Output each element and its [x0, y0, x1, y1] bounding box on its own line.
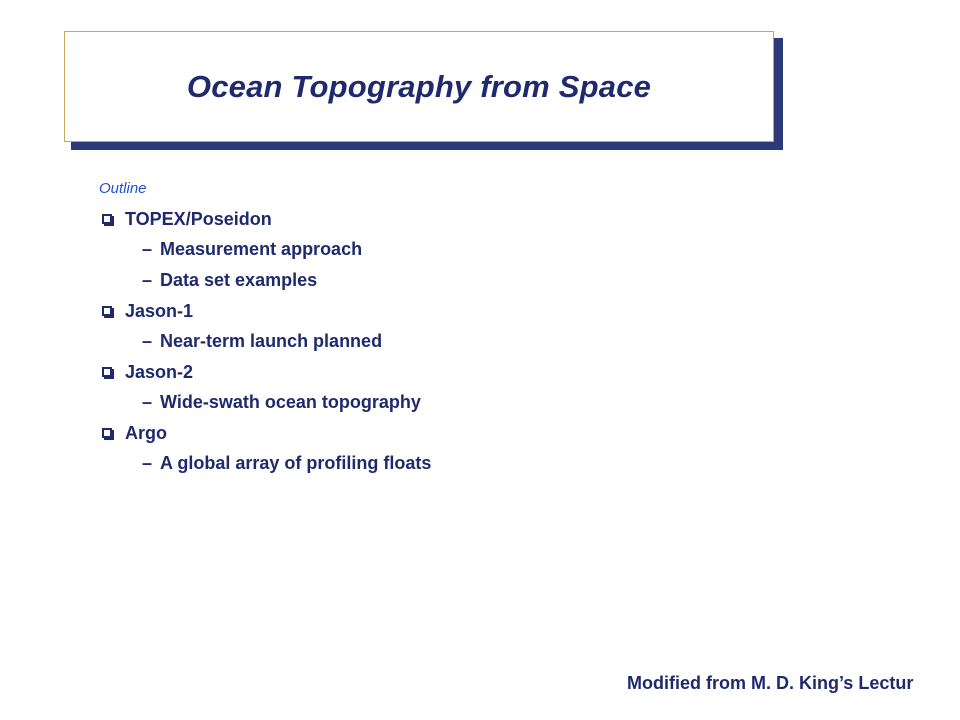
outline-item-argo [99, 418, 431, 448]
dash-bullet: – [142, 392, 153, 412]
outline-item-label: Jason-1 [125, 300, 194, 321]
outline-subitem-label: Near-term launch planned [160, 331, 383, 351]
outline-item-topex [99, 204, 431, 234]
outline-subitem [99, 326, 431, 357]
dash-bullet: – [142, 239, 153, 259]
outline-subitem-label: Measurement approach [160, 239, 363, 259]
outline-subitem [99, 448, 431, 479]
outline-subitem-label: Data set examples [160, 270, 318, 290]
outline-subitem [99, 234, 431, 265]
checkbox-bullet-icon [102, 214, 112, 224]
outline-item-label: Jason-2 [125, 361, 194, 382]
checkbox-bullet-icon [102, 428, 112, 438]
checkbox-bullet-icon [102, 306, 112, 316]
outline-subitem [99, 387, 431, 418]
dash-bullet: – [142, 453, 153, 473]
outline-subitem-label: Wide-swath ocean topography [160, 392, 421, 412]
outline-subitem-label: A global array of profiling floats [160, 453, 432, 473]
outline-item-jason-2 [99, 357, 431, 387]
outline-list [99, 204, 431, 479]
outline-item-label: Argo [125, 422, 167, 443]
footer-credit: Modified from M. D. King’s Lectur [627, 673, 914, 693]
dash-bullet: – [142, 270, 153, 290]
dash-bullet: – [142, 331, 153, 351]
outline-subitem [99, 265, 431, 296]
outline-label: Outline [99, 180, 147, 197]
checkbox-bullet-icon [102, 367, 112, 377]
outline-item-jason-1 [99, 296, 431, 326]
outline-item-label: TOPEX/Poseidon [125, 208, 272, 229]
title-box [64, 31, 774, 142]
slide-title: Ocean Topography from Space [186, 68, 652, 104]
